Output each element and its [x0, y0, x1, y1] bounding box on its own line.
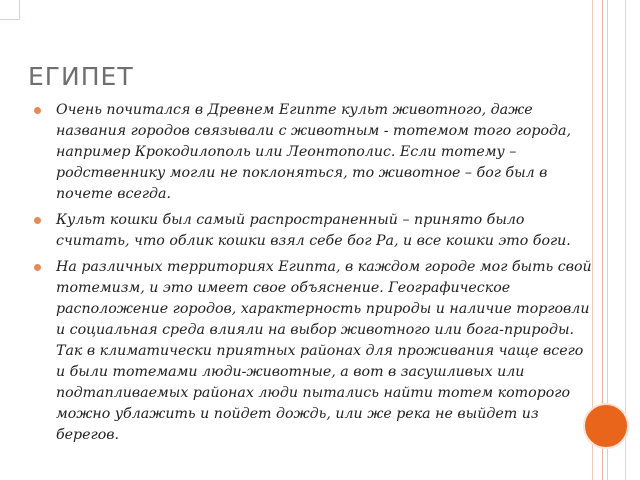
- bullet-list: [30, 100, 596, 451]
- bullet-text: Очень почитался в Древнем Египте культ животного, даже названия городов связывали с животным - тотемом того города, например Крокодилополь или Леонтополис. Если тотему – родственнику могли не поклоняться, то животное – бог был в почете всегда.: [56, 102, 571, 202]
- decorative-line: [625, 0, 626, 480]
- bullet-text: На различных территориях Египта, в каждом городе мог быть свой тотемизм, и это имеет свое объяснение. Географическое расположение городов, характерность природы и наличие торговли и социальная среда влияли на выбор животного или бога-природы. Так в климатически приятных районах для проживания чаще всего и были тотемами люди-животные, а вот в засушливых или подтапливаемых районах люди пытались найти тотем которого можно ублажить и пойдет дождь, или же река не выйдет из берегов.: [56, 259, 592, 443]
- bullet-dot-icon: [34, 217, 41, 224]
- bullet-dot-icon: [34, 264, 41, 271]
- bullet-item-1: [30, 100, 596, 205]
- bullet-text: Культ кошки был самый распространенный – принято было считать, что облик кошки взял себе бог Ра, и все кошки это боги.: [56, 212, 571, 249]
- slide-title: ЕГИПЕТ: [28, 62, 134, 91]
- bullet-item-3: [30, 257, 596, 446]
- corner-decoration: [0, 0, 20, 20]
- bullet-dot-icon: [34, 107, 41, 114]
- bullet-item-2: [30, 210, 596, 252]
